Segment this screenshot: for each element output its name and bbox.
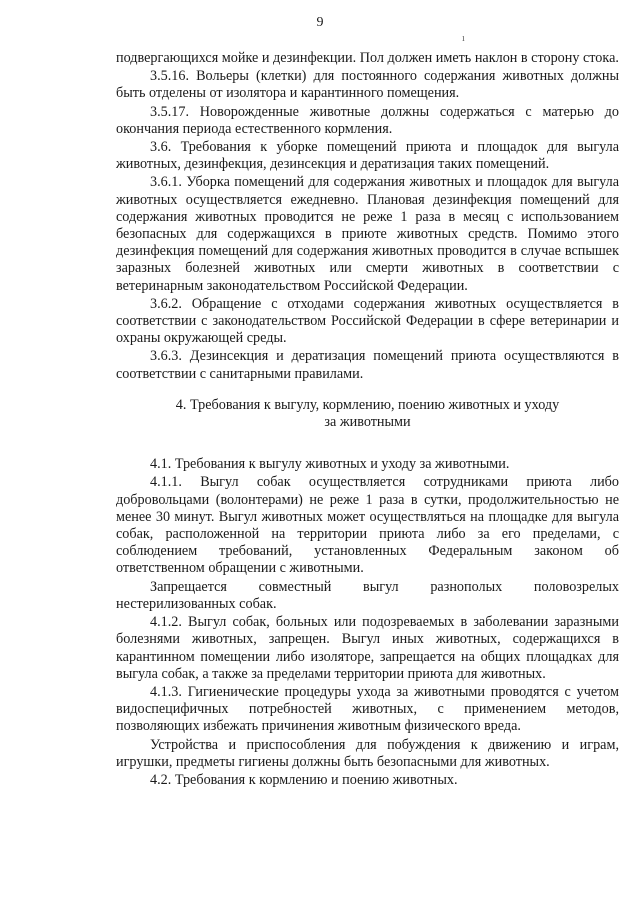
- paragraph: 4.1.2. Выгул собак, больных или подозреваемых в заболевании заразными болезнями животных, запрещен. Выгул иных животных, содержащихся в карантинном помещении либо изоляторе, запрещается на общих площадках для выгула собак, а также за пределами территории приюта для животных.: [116, 614, 619, 682]
- paragraph: 4.2. Требования к кормлению и поению животных.: [150, 771, 458, 788]
- paragraph: 3.6.2. Обращение с отходами содержания животных осуществляется в соответствии с законодательством Российской Федерации в сфере ветеринарии и охраны окружающей среды.: [116, 295, 619, 347]
- document-body: [116, 50, 619, 790]
- paragraph: 3.6.3. Дезинсекция и дератизация помещений приюта осуществляются в соответствии с санитарными правилами.: [116, 348, 619, 382]
- paragraph: 3.5.16. Вольеры (клетки) для постоянного содержания животных должны быть отделены от изолятора и карантинного помещения.: [116, 68, 619, 102]
- paragraph: подвергающихся мойке и дезинфекции. Пол должен иметь наклон в сторону стока.: [116, 50, 619, 66]
- paragraph: 3.6.1. Уборка помещений для содержания животных и площадок для выгула животных осуществляется ежедневно. Плановая дезинфекция помещений для содержания животных проводится не реже 1 раза в месяц с использованием безопасных для содержащихся в приюте животных средств. Помимо этого дезинфекция помещений для содержания животных проводится в случае вспышек заразных болезней животных или смерти животных в соответствии с ветеринарным законодательством Российской Федерации.: [116, 174, 619, 294]
- margin-mark: ı: [462, 33, 465, 44]
- paragraph: 3.5.17. Новорожденные животные должны содержаться с матерью до окончания периода естественного кормления.: [116, 103, 619, 137]
- page-number: 9: [316, 15, 324, 30]
- section-heading-line1: 4. Требования к выгулу, кормлению, поению животных и уходу: [175, 396, 560, 413]
- section-heading-line2: за животными: [324, 414, 411, 431]
- paragraph: Запрещается совместный выгул разнополых половозрелых нестерилизованных собак.: [116, 578, 619, 612]
- paragraph: 4.1.3. Гигиенические процедуры ухода за животными проводятся с учетом видоспецифичных потребностей животных, с применением методов, позволяющих избежать причинения животным физического вреда.: [116, 683, 619, 735]
- section-heading: [116, 397, 619, 431]
- paragraph: Устройства и приспособления для побуждения к движению и играм, игрушки, предметы гигиены должны быть безопасными для животных.: [116, 736, 619, 770]
- paragraph: 3.6. Требования к уборке помещений приюта и площадок для выгула животных, дезинфекция, дезинсекция и дератизация таких помещений.: [116, 139, 619, 173]
- paragraph: 4.1. Требования к выгулу животных и уходу за животными.: [150, 456, 510, 473]
- paragraph: 4.1.1. Выгул собак осуществляется сотрудниками приюта либо добровольцами (волонтерами) не реже 1 раза в сутки, продолжительностью не менее 30 минут. Выгул животных может осуществляться на площадке для выгула собак, расположенной на территории приюта либо за его пределами, с соблюдением требований, установленных Федеральным законом об ответственном обращении с животными.: [116, 474, 619, 577]
